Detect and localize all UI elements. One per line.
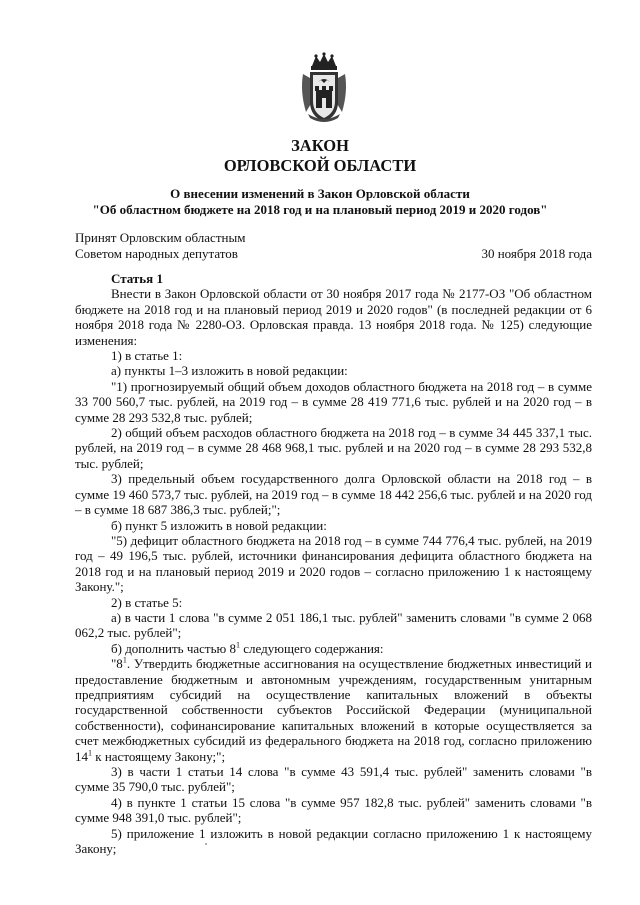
adoption-body: Советом народных депутатов — [75, 246, 238, 261]
adoption-line1: Принят Орловским областным — [75, 230, 246, 245]
paragraph — [75, 641, 592, 656]
law-title: ЗАКОН — [291, 136, 349, 155]
superscript: 1 — [236, 640, 241, 650]
paragraph: 2) в статье 5: — [111, 594, 183, 610]
paragraph — [75, 656, 592, 764]
paragraph: 1) в статье 1: — [111, 348, 183, 364]
paragraph-text: б) дополнить частью 8 — [111, 640, 237, 656]
paragraph: Внести в Закон Орловской области от 30 ноября 2017 года № 2177-ОЗ "Об областном бюджете на 2018 год и на плановый период 2019 и 2020 годов" (в последней редакции от 6 ноября 2018 года № 2280-ОЗ. Орловская правда. 13 ноября 2018 года. № 125) следующие изменения: — [75, 286, 592, 348]
paragraph: а) в части 1 слова "в сумме 2 051 186,1 тыс. рублей" заменить словами "в сумме 2 068 062,2 тыс. рублей"; — [75, 609, 592, 641]
paragraph: 4) в пункте 1 статьи 15 слова "в сумме 957 182,8 тыс. рублей" заменить словами "в сумме 948 391,0 тыс. рублей"; — [75, 794, 592, 826]
paragraph: 3) в части 1 статьи 14 слова "в сумме 43 591,4 тыс. рублей" заменить словами "в сумме 35 790,0 тыс. рублей"; — [75, 764, 592, 795]
paragraph-text: . Утвердить бюджетные ассигнования на осуществление бюджетных инвестиций и предоставление бюджетным и автономным учреждениям, государственным унитарным предприятиям субсидий на осуществление капитальных вложений в объекты государственной собственности субъектов Российской Федерации (муниципальной собственности), софинансирование капитальных вложений в которые осуществляется за счет межбюджетных субсидий из федерального бюджета на 2018 год, согласно приложению 14 — [75, 656, 592, 764]
adoption-line2 — [75, 246, 592, 261]
paragraph: 2) общий объем расходов областного бюджета на 2018 год – в сумме 34 445 337,1 тыс. рублей, на 2019 год – в сумме 28 468 968,1 тыс. рублей и на 2020 год – в сумме 28 293 532,8 тыс. рублей; — [75, 425, 592, 471]
law-subtitle-line1: О внесении изменений в Закон Орловской области — [170, 186, 470, 201]
paragraph: "1) прогнозируемый общий объем доходов областного бюджета на 2018 год – в сумме 33 700 560,7 тыс. рублей, на 2019 год – в сумме 28 419 771,6 тыс. рублей и на 2020 год – в сумме 28 293 532,8 тыс. рублей; — [75, 378, 592, 425]
article-title: Статья 1 — [111, 271, 163, 286]
paragraph-text: "8 — [111, 656, 123, 672]
paragraph: 3) предельный объем государственного долга Орловской области на 2018 год – в сумме 19 460 573,7 тыс. рублей, на 2019 год – в сумме 18 442 256,6 тыс. рублей и на 2020 год – в сумме 18 687 386,3 тыс. рублей;"; — [75, 471, 592, 518]
superscript: 1 — [88, 748, 92, 758]
adoption-date: 30 ноября 2018 года — [481, 246, 592, 261]
superscript: 1 — [122, 655, 127, 665]
document-body — [75, 271, 592, 856]
region-title: ОРЛОВСКОЙ ОБЛАСТИ — [223, 156, 417, 175]
paragraph-text: следующего содержания: — [240, 640, 384, 656]
paragraph: б) пункт 5 изложить в новой редакции: — [111, 517, 327, 533]
paragraph: а) пункты 1–3 изложить в новой редакции: — [111, 363, 348, 379]
paragraph: "5) дефицит областного бюджета на 2018 год – в сумме 744 776,4 тыс. рублей, на 2019 год – 49 196,5 тыс. рублей, источники финансирования дефицита областного бюджета на 2018 год и на плановый период 2019 и 2020 годов – согласно приложению 1 к настоящему Закону."; — [75, 532, 592, 595]
paragraph-text: к настоящему Закону;"; — [92, 748, 226, 764]
orel-oblast-coat-of-arms-icon — [300, 52, 348, 124]
scan-speck — [205, 843, 207, 845]
paragraph: 5) приложение 1 изложить в новой редакции согласно приложению 1 к настоящему Закону; — [75, 825, 592, 857]
law-subtitle-line2: "Об областном бюджете на 2018 год и на плановый период 2019 и 2020 годов" — [92, 202, 548, 217]
